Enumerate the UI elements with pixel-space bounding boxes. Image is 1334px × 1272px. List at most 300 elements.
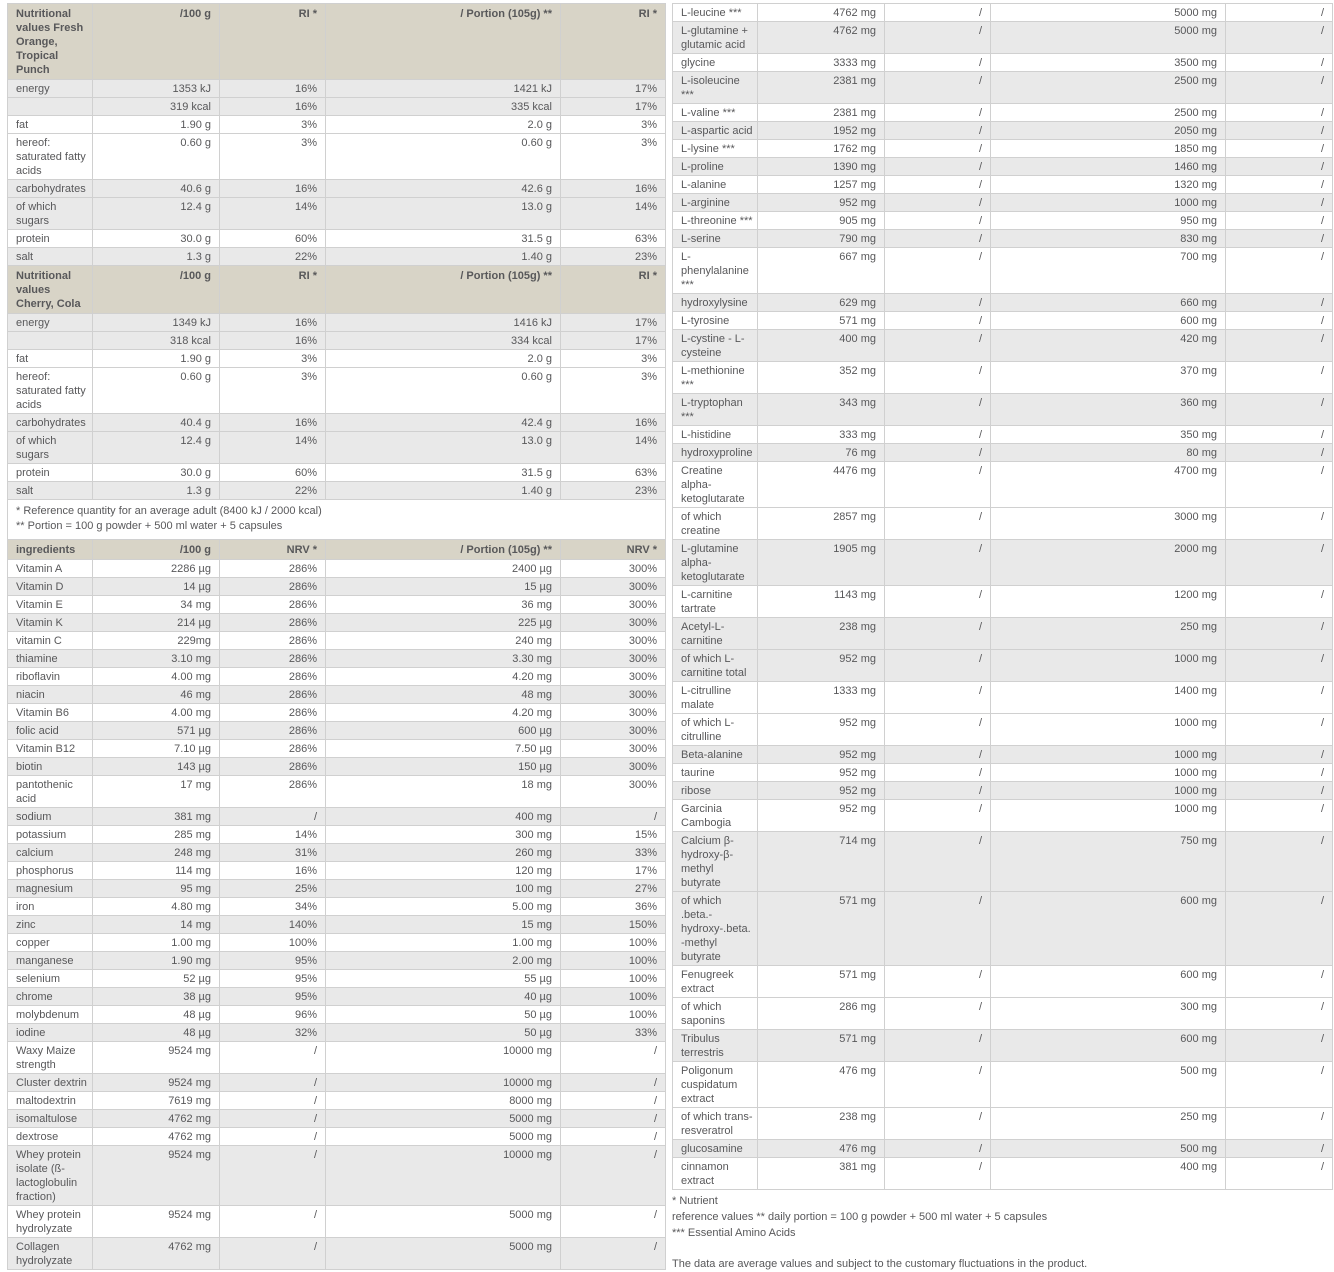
value-per-100g: 12.4 g	[93, 432, 220, 464]
value-per-100g: 1143 mg	[758, 586, 885, 618]
row-label: dextrose	[8, 1128, 93, 1146]
value-per-100g: 4762 mg	[93, 1110, 220, 1128]
value-per-portion: 150 µg	[326, 758, 561, 776]
table-row	[8, 560, 666, 578]
ref-per-100g: /	[220, 1206, 326, 1238]
table-row	[673, 1140, 1333, 1158]
ref-per-portion: 63%	[561, 230, 666, 248]
value-per-100g: 4762 mg	[758, 4, 885, 22]
value-per-100g: 952 mg	[758, 714, 885, 746]
value-per-100g: 238 mg	[758, 618, 885, 650]
value-per-portion: 2500 mg	[991, 104, 1226, 122]
ref-per-100g: 140%	[220, 916, 326, 934]
value-per-portion: 15 mg	[326, 916, 561, 934]
table-row	[673, 4, 1333, 22]
value-per-portion: 400 mg	[991, 1158, 1226, 1190]
ref-per-portion: /	[1226, 1030, 1333, 1062]
value-per-100g: 7619 mg	[93, 1092, 220, 1110]
row-label: Whey protein isolate (ß-lactoglobulin fraction)	[8, 1146, 93, 1206]
row-label: copper	[8, 934, 93, 952]
value-per-portion: 1421 kJ	[326, 80, 561, 98]
value-per-100g: 238 mg	[758, 1108, 885, 1140]
row-label: Vitamin E	[8, 596, 93, 614]
column-header: RI *	[220, 266, 326, 314]
table-row	[8, 686, 666, 704]
value-per-portion: 420 mg	[991, 330, 1226, 362]
table-row	[8, 1092, 666, 1110]
value-per-100g: 4762 mg	[93, 1128, 220, 1146]
value-per-100g: 30.0 g	[93, 464, 220, 482]
row-label: L-valine ***	[673, 104, 758, 122]
ref-per-portion: 150%	[561, 916, 666, 934]
ref-per-100g: /	[220, 1042, 326, 1074]
table-row	[673, 312, 1333, 330]
value-per-portion: 250 mg	[991, 1108, 1226, 1140]
ref-per-portion: 300%	[561, 722, 666, 740]
ref-per-100g: 25%	[220, 880, 326, 898]
value-per-portion: 334 kcal	[326, 332, 561, 350]
value-per-portion: 1.40 g	[326, 248, 561, 266]
table-row	[8, 314, 666, 332]
value-per-100g: 905 mg	[758, 212, 885, 230]
row-label: fat	[8, 350, 93, 368]
ref-per-portion: /	[1226, 998, 1333, 1030]
ref-per-portion: /	[1226, 1140, 1333, 1158]
column-header: NRV *	[220, 540, 326, 560]
row-label: calcium	[8, 844, 93, 862]
table-row	[8, 704, 666, 722]
ref-per-100g: 286%	[220, 650, 326, 668]
value-per-100g: 714 mg	[758, 832, 885, 892]
table-row	[673, 714, 1333, 746]
column-header: NRV *	[561, 540, 666, 560]
ref-per-portion: /	[1226, 650, 1333, 682]
row-label: sodium	[8, 808, 93, 826]
value-per-portion: 1320 mg	[991, 176, 1226, 194]
value-per-100g: 46 mg	[93, 686, 220, 704]
table-row	[8, 1074, 666, 1092]
table-row	[673, 176, 1333, 194]
table-row	[8, 464, 666, 482]
column-header: /100 g	[93, 4, 220, 80]
value-per-100g: 1333 mg	[758, 682, 885, 714]
footnote-line: *** Essential Amino Acids	[672, 1227, 796, 1239]
value-per-portion: 600 mg	[991, 1030, 1226, 1062]
ref-per-portion: 3%	[561, 350, 666, 368]
table-row	[673, 650, 1333, 682]
value-per-100g: 1.90 g	[93, 350, 220, 368]
value-per-portion: 4.20 mg	[326, 668, 561, 686]
value-per-portion: 5000 mg	[326, 1128, 561, 1146]
ref-per-portion: /	[1226, 540, 1333, 586]
ref-per-100g: 95%	[220, 988, 326, 1006]
ref-per-portion: 17%	[561, 862, 666, 880]
table-row	[8, 722, 666, 740]
value-per-portion: 250 mg	[991, 618, 1226, 650]
table-row	[8, 80, 666, 98]
row-label: of which sugars	[8, 198, 93, 230]
value-per-100g: 1257 mg	[758, 176, 885, 194]
ref-per-portion: /	[1226, 782, 1333, 800]
value-per-100g: 34 mg	[93, 596, 220, 614]
ref-per-100g: 34%	[220, 898, 326, 916]
row-label: of which L-citrulline	[673, 714, 758, 746]
row-label: thiamine	[8, 650, 93, 668]
row-label: Vitamin B12	[8, 740, 93, 758]
table-row	[8, 844, 666, 862]
ref-per-100g: /	[220, 1074, 326, 1092]
row-label: of which L-carnitine total	[673, 650, 758, 682]
table-row	[8, 116, 666, 134]
row-label: taurine	[673, 764, 758, 782]
ref-per-portion: 100%	[561, 970, 666, 988]
value-per-100g: 352 mg	[758, 362, 885, 394]
amino-acids-table	[672, 3, 1333, 1190]
ref-per-portion: /	[1226, 682, 1333, 714]
table-row	[673, 832, 1333, 892]
value-per-portion: 80 mg	[991, 444, 1226, 462]
value-per-100g: 952 mg	[758, 764, 885, 782]
row-label: biotin	[8, 758, 93, 776]
ref-per-100g: /	[885, 1158, 991, 1190]
ref-per-100g: 95%	[220, 970, 326, 988]
ref-per-100g: /	[885, 394, 991, 426]
ref-per-100g: 286%	[220, 776, 326, 808]
row-label: hereof: saturated fatty acids	[8, 134, 93, 180]
row-label: Vitamin K	[8, 614, 93, 632]
value-per-100g: 4476 mg	[758, 462, 885, 508]
value-per-100g: 3333 mg	[758, 54, 885, 72]
value-per-portion: 335 kcal	[326, 98, 561, 116]
ref-per-portion: /	[1226, 618, 1333, 650]
row-label: L-leucine ***	[673, 4, 758, 22]
value-per-100g: 1.00 mg	[93, 934, 220, 952]
value-per-portion: 42.4 g	[326, 414, 561, 432]
ref-per-100g: 96%	[220, 1006, 326, 1024]
ref-per-portion: /	[1226, 966, 1333, 998]
ref-per-portion: 100%	[561, 988, 666, 1006]
value-per-100g: 4.00 mg	[93, 668, 220, 686]
footnote-line: ** Portion = 100 g powder + 500 ml water + 5 capsules	[16, 520, 283, 532]
ref-per-100g: /	[885, 832, 991, 892]
row-label: riboflavin	[8, 668, 93, 686]
value-per-100g: 17 mg	[93, 776, 220, 808]
ref-per-portion: /	[561, 1110, 666, 1128]
ref-per-100g: /	[885, 176, 991, 194]
right-column	[672, 3, 1332, 1272]
ref-per-100g: /	[220, 1128, 326, 1146]
ref-per-100g: /	[885, 508, 991, 540]
table-row	[8, 1110, 666, 1128]
value-per-portion: 5000 mg	[326, 1238, 561, 1270]
value-per-portion: 600 mg	[991, 966, 1226, 998]
row-label: Whey protein hydrolyzate	[8, 1206, 93, 1238]
value-per-100g: 4762 mg	[93, 1238, 220, 1270]
ref-per-100g: /	[885, 444, 991, 462]
ref-per-portion: 100%	[561, 934, 666, 952]
ref-per-100g: 22%	[220, 482, 326, 500]
row-label: Cluster dextrin	[8, 1074, 93, 1092]
table-row	[8, 934, 666, 952]
ref-per-100g: 14%	[220, 432, 326, 464]
nutrition-values-table	[7, 3, 666, 1270]
table-row	[673, 158, 1333, 176]
ref-per-100g: /	[220, 1238, 326, 1270]
value-per-portion: 1400 mg	[991, 682, 1226, 714]
value-per-portion: 500 mg	[991, 1062, 1226, 1108]
row-label: L-glutamine alpha-ketoglutarate	[673, 540, 758, 586]
ref-per-100g: 100%	[220, 934, 326, 952]
value-per-100g: 343 mg	[758, 394, 885, 426]
ref-per-100g: /	[885, 140, 991, 158]
row-label: L-tryptophan ***	[673, 394, 758, 426]
ref-per-portion: /	[561, 1206, 666, 1238]
ref-per-100g: /	[885, 998, 991, 1030]
row-label: L-isoleucine ***	[673, 72, 758, 104]
ref-per-100g: 32%	[220, 1024, 326, 1042]
row-label: potassium	[8, 826, 93, 844]
value-per-portion: 750 mg	[991, 832, 1226, 892]
value-per-100g: 48 µg	[93, 1006, 220, 1024]
ref-per-portion: /	[561, 808, 666, 826]
table-row	[8, 740, 666, 758]
table-row	[673, 1108, 1333, 1140]
table-row	[673, 998, 1333, 1030]
ref-per-portion: /	[561, 1074, 666, 1092]
ref-per-portion: 23%	[561, 248, 666, 266]
table-row	[8, 1024, 666, 1042]
row-label: hydroxyproline	[673, 444, 758, 462]
ref-per-100g: 31%	[220, 844, 326, 862]
table-row	[673, 782, 1333, 800]
ref-per-portion: /	[1226, 426, 1333, 444]
ref-per-portion: /	[1226, 194, 1333, 212]
ref-per-portion: 33%	[561, 1024, 666, 1042]
ref-per-portion: 300%	[561, 704, 666, 722]
ref-per-100g: /	[885, 1062, 991, 1108]
ref-per-100g: /	[885, 294, 991, 312]
table-row	[673, 394, 1333, 426]
value-per-portion: 40 µg	[326, 988, 561, 1006]
table-row	[673, 800, 1333, 832]
value-per-portion: 600 mg	[991, 892, 1226, 966]
value-per-portion: 36 mg	[326, 596, 561, 614]
ref-per-100g: /	[885, 230, 991, 248]
value-per-100g: 38 µg	[93, 988, 220, 1006]
ref-per-portion: 17%	[561, 332, 666, 350]
value-per-portion: 50 µg	[326, 1024, 561, 1042]
table-row	[8, 432, 666, 464]
row-label: Tribulus terrestris	[673, 1030, 758, 1062]
value-per-100g: 14 mg	[93, 916, 220, 934]
value-per-100g: 0.60 g	[93, 134, 220, 180]
ref-per-portion: 300%	[561, 650, 666, 668]
ref-per-100g: /	[885, 1140, 991, 1158]
row-label: iron	[8, 898, 93, 916]
row-label: Vitamin A	[8, 560, 93, 578]
row-label: pantothenic acid	[8, 776, 93, 808]
row-label: of which saponins	[673, 998, 758, 1030]
section-title: Nutritional values Fresh Orange, Tropical Punch	[8, 4, 93, 80]
table-row	[8, 482, 666, 500]
ref-per-portion: /	[1226, 330, 1333, 362]
value-per-portion: 1000 mg	[991, 746, 1226, 764]
table-row	[8, 614, 666, 632]
ref-per-portion: /	[1226, 800, 1333, 832]
value-per-portion: 350 mg	[991, 426, 1226, 444]
ref-per-portion: /	[1226, 764, 1333, 782]
table-row	[673, 1158, 1333, 1190]
table-row	[8, 632, 666, 650]
row-label: Calcium β-hydroxy-β-methyl butyrate	[673, 832, 758, 892]
ref-per-100g: /	[885, 892, 991, 966]
value-per-100g: 1952 mg	[758, 122, 885, 140]
value-per-100g: 9524 mg	[93, 1206, 220, 1238]
value-per-100g: 95 mg	[93, 880, 220, 898]
column-header: /100 g	[93, 540, 220, 560]
row-label: isomaltulose	[8, 1110, 93, 1128]
value-per-portion: 660 mg	[991, 294, 1226, 312]
value-per-100g: 1.90 mg	[93, 952, 220, 970]
value-per-100g: 248 mg	[93, 844, 220, 862]
value-per-portion: 1850 mg	[991, 140, 1226, 158]
row-label: of which trans-resveratrol	[673, 1108, 758, 1140]
row-label: Creatine alpha-ketoglutarate	[673, 462, 758, 508]
row-label: Vitamin D	[8, 578, 93, 596]
footnote-line: * Nutrient	[672, 1195, 718, 1207]
table-row	[8, 1238, 666, 1270]
ref-per-100g: 60%	[220, 464, 326, 482]
table-row	[673, 540, 1333, 586]
ref-per-100g: /	[885, 72, 991, 104]
ref-per-portion: /	[1226, 122, 1333, 140]
ref-per-portion: 300%	[561, 578, 666, 596]
row-label: L-phenylalanine ***	[673, 248, 758, 294]
ref-per-100g: /	[885, 330, 991, 362]
column-header: / Portion (105g) **	[326, 4, 561, 80]
ref-per-portion: /	[1226, 714, 1333, 746]
value-per-portion: 2.00 mg	[326, 952, 561, 970]
row-label: salt	[8, 248, 93, 266]
table-row	[673, 104, 1333, 122]
table-row	[673, 230, 1333, 248]
ref-per-100g: /	[885, 4, 991, 22]
table-row	[673, 444, 1333, 462]
table-row	[8, 198, 666, 230]
value-per-portion: 42.6 g	[326, 180, 561, 198]
ref-per-100g: /	[885, 158, 991, 176]
table-row	[8, 826, 666, 844]
value-per-100g: 1.3 g	[93, 248, 220, 266]
row-label: L-methionine ***	[673, 362, 758, 394]
table-row	[8, 970, 666, 988]
table-row	[8, 1128, 666, 1146]
table-row	[673, 212, 1333, 230]
value-per-portion: 1416 kJ	[326, 314, 561, 332]
ref-per-portion: /	[1226, 394, 1333, 426]
value-per-100g: 4762 mg	[758, 22, 885, 54]
table-row	[673, 508, 1333, 540]
row-label	[8, 98, 93, 116]
value-per-portion: 260 mg	[326, 844, 561, 862]
ref-per-portion: 17%	[561, 98, 666, 116]
value-per-100g: 952 mg	[758, 782, 885, 800]
ref-per-portion: /	[561, 1042, 666, 1074]
disclaimer: The data are average values and subject to the customary fluctuations in the product.	[672, 1258, 1088, 1270]
ref-per-portion: 23%	[561, 482, 666, 500]
table-footnote	[8, 500, 666, 540]
ref-per-portion: /	[561, 1092, 666, 1110]
ref-per-portion: 27%	[561, 880, 666, 898]
footnote-line: * Reference quantity for an average adult (8400 kJ / 2000 kcal)	[16, 505, 322, 517]
value-per-100g: 4.00 mg	[93, 704, 220, 722]
row-label: chrome	[8, 988, 93, 1006]
ref-per-100g: 286%	[220, 560, 326, 578]
value-per-100g: 629 mg	[758, 294, 885, 312]
value-per-100g: 1353 kJ	[93, 80, 220, 98]
ref-per-portion: 15%	[561, 826, 666, 844]
value-per-portion: 3.30 mg	[326, 650, 561, 668]
ref-per-portion: 300%	[561, 668, 666, 686]
ref-per-portion: 17%	[561, 80, 666, 98]
value-per-100g: 952 mg	[758, 800, 885, 832]
value-per-portion: 13.0 g	[326, 198, 561, 230]
row-label: Fenugreek extract	[673, 966, 758, 998]
row-label: Waxy Maize strength	[8, 1042, 93, 1074]
table-row	[673, 22, 1333, 54]
value-per-portion: 50 µg	[326, 1006, 561, 1024]
ref-per-100g: 286%	[220, 704, 326, 722]
value-per-100g: 571 mg	[758, 312, 885, 330]
row-label: hereof: saturated fatty acids	[8, 368, 93, 414]
ref-per-100g: /	[885, 800, 991, 832]
ref-per-portion: 3%	[561, 134, 666, 180]
column-header: RI *	[220, 4, 326, 80]
ref-per-100g: 286%	[220, 758, 326, 776]
ref-per-100g: /	[885, 618, 991, 650]
ref-per-100g: 60%	[220, 230, 326, 248]
ref-per-portion: /	[1226, 1062, 1333, 1108]
ref-per-100g: 286%	[220, 614, 326, 632]
ref-per-portion: 63%	[561, 464, 666, 482]
value-per-portion: 5000 mg	[326, 1110, 561, 1128]
ref-per-portion: /	[1226, 312, 1333, 330]
ref-per-100g: /	[885, 122, 991, 140]
row-label: energy	[8, 314, 93, 332]
ref-per-100g: /	[885, 650, 991, 682]
table-row	[673, 1030, 1333, 1062]
ref-per-100g: /	[885, 746, 991, 764]
row-label: L-threonine ***	[673, 212, 758, 230]
value-per-100g: 1762 mg	[758, 140, 885, 158]
row-label: selenium	[8, 970, 93, 988]
value-per-portion: 600 µg	[326, 722, 561, 740]
row-label: manganese	[8, 952, 93, 970]
value-per-100g: 318 kcal	[93, 332, 220, 350]
value-per-portion: 950 mg	[991, 212, 1226, 230]
table-row	[8, 862, 666, 880]
value-per-100g: 381 mg	[758, 1158, 885, 1190]
ref-per-portion: 300%	[561, 596, 666, 614]
table-row	[673, 330, 1333, 362]
row-label: L-glutamine + glutamic acid	[673, 22, 758, 54]
ref-per-portion: 300%	[561, 686, 666, 704]
ref-per-100g: /	[220, 1146, 326, 1206]
ref-per-portion: /	[1226, 158, 1333, 176]
value-per-portion: 370 mg	[991, 362, 1226, 394]
ref-per-100g: /	[885, 714, 991, 746]
ref-per-100g: /	[220, 1110, 326, 1128]
